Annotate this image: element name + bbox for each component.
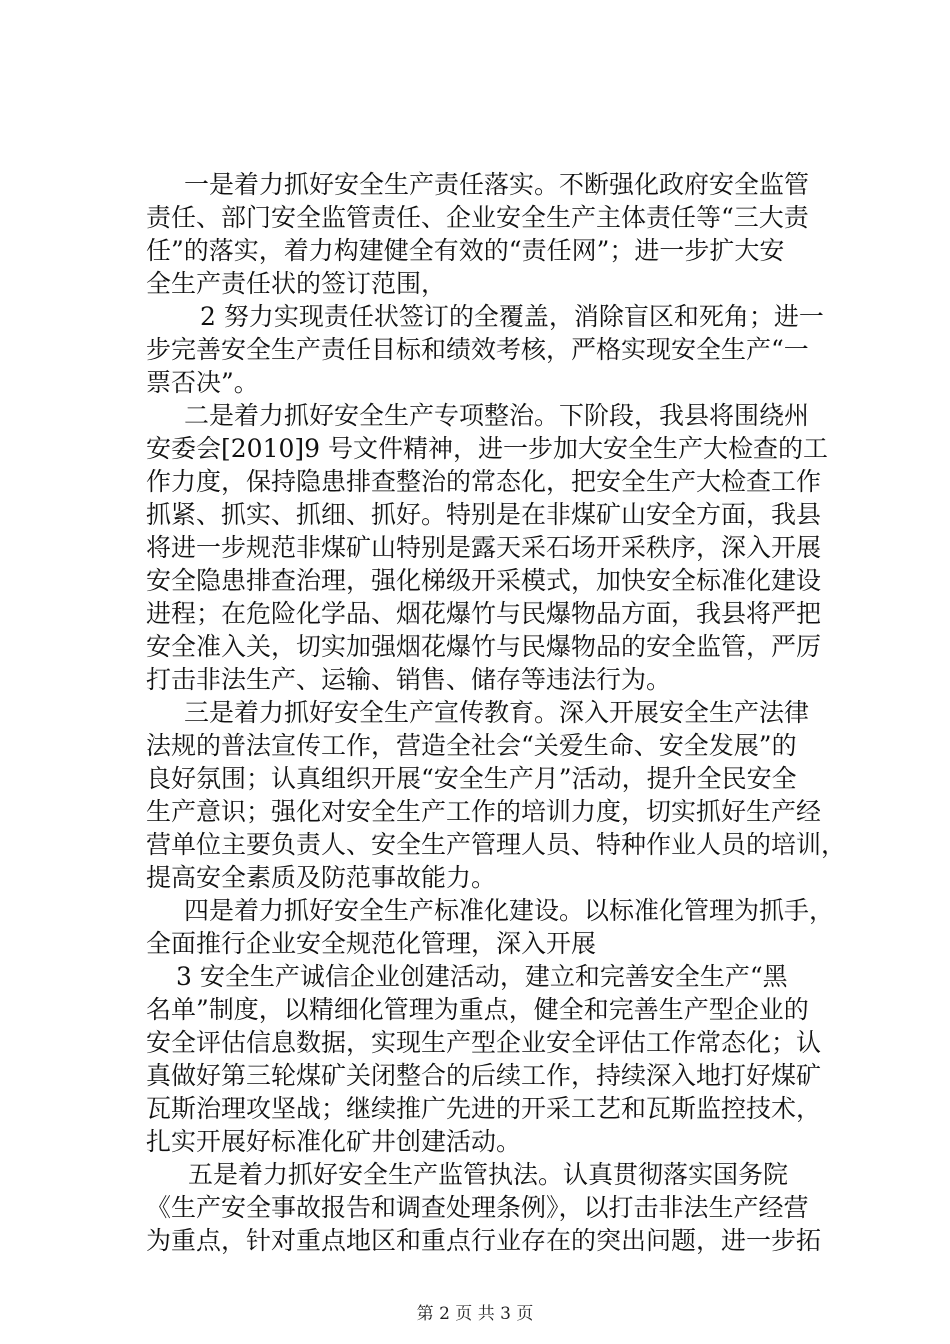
text-line: 安全评估信息数据，实现生产型企业安全评估工作常态化；认 xyxy=(146,1028,822,1057)
text-line: 票否决”。 xyxy=(146,368,259,397)
text-line: 《生产安全事故报告和调查处理条例》，以打击非法生产经营 xyxy=(146,1193,809,1222)
text-line: 二是着力抓好安全生产专项整治。下阶段，我县将围绕州 xyxy=(184,401,810,430)
text-line: 一是着力抓好安全生产责任落实。不断强化政府安全监管 xyxy=(184,170,810,199)
text-line: 安全隐患排查治理，强化梯级开采模式，加快安全标准化建设 xyxy=(146,566,822,595)
text-line: 提高安全素质及防范事故能力。 xyxy=(146,863,497,892)
text-line: 名单”制度，以精细化管理为重点，健全和完善生产型企业的 xyxy=(146,995,809,1024)
text-line: 扎实开展好标准化矿井创建活动。 xyxy=(146,1127,522,1156)
text-line: 营单位主要负责人、安全生产管理人员、特种作业人员的培训， xyxy=(146,830,847,859)
text-line: 安全准入关，切实加强烟花爆竹与民爆物品的安全监管，严厉 xyxy=(146,632,822,661)
text-line: 三是着力抓好安全生产宣传教育。深入开展安全生产法律 xyxy=(184,698,810,727)
text-line: 步完善安全生产责任目标和绩效考核，严格实现安全生产“一 xyxy=(146,335,809,364)
text-line: 四是着力抓好安全生产标准化建设。以标准化管理为抓手， xyxy=(184,896,835,925)
text-line: 3 安全生产诚信企业创建活动，建立和完善安全生产“黑 xyxy=(176,962,788,991)
text-line: 任”的落实，着力构建健全有效的“责任网”；进一步扩大安 xyxy=(146,236,785,265)
text-line: 2 努力实现责任状签订的全覆盖，消除盲区和死角；进一 xyxy=(200,302,824,331)
text-line: 为重点，针对重点地区和重点行业存在的突出问题，进一步拓 xyxy=(146,1226,822,1255)
text-line: 将进一步规范非煤矿山特别是露天采石场开采秩序，深入开展 xyxy=(146,533,822,562)
text-line: 打击非法生产、运输、销售、储存等违法行为。 xyxy=(146,665,672,694)
text-line: 生产意识；强化对安全生产工作的培训力度，切实抓好生产经 xyxy=(146,797,822,826)
text-line: 抓紧、抓实、抓细、抓好。特别是在非煤矿山安全方面，我县 xyxy=(146,500,822,529)
text-line: 全面推行企业安全规范化管理，深入开展 xyxy=(146,929,597,958)
text-line: 作力度，保持隐患排查整治的常态化，把安全生产大检查工作 xyxy=(146,467,822,496)
text-line: 责任、部门安全监管责任、企业安全生产主体责任等“三大责 xyxy=(146,203,809,232)
text-line: 法规的普法宣传工作，营造全社会“关爱生命、安全发展”的 xyxy=(146,731,797,760)
text-line: 进程；在危险化学品、烟花爆竹与民爆物品方面，我县将严把 xyxy=(146,599,822,628)
text-line: 瓦斯治理攻坚战；继续推广先进的开采工艺和瓦斯监控技术， xyxy=(146,1094,822,1123)
text-line: 安委会[2010]9 号文件精神，进一步加大安全生产大检查的工 xyxy=(146,434,828,463)
text-line: 全生产责任状的签订范围， xyxy=(146,269,447,298)
text-line: 五是着力抓好安全生产监管执法。认真贯彻落实国务院 xyxy=(188,1160,789,1189)
page-footer: 第 2 页 共 3 页 xyxy=(416,1304,534,1324)
text-line: 良好氛围；认真组织开展“安全生产月”活动，提升全民安全 xyxy=(146,764,797,793)
text-line: 真做好第三轮煤矿关闭整合的后续工作，持续深入地打好煤矿 xyxy=(146,1061,822,1090)
